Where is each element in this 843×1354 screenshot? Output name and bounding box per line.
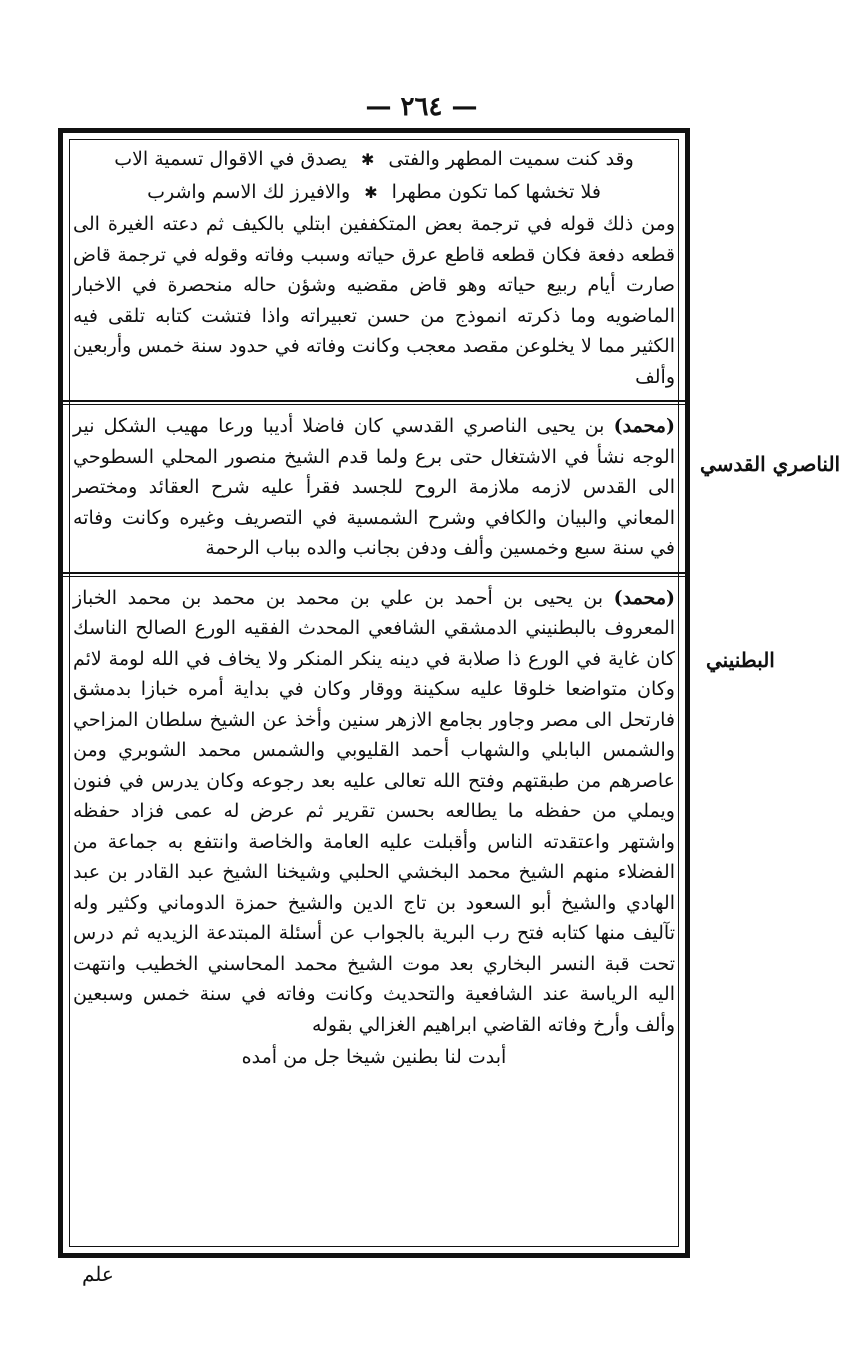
entry-bitnini-name: (محمد) [613, 586, 675, 609]
verse-line-2 [73, 176, 675, 209]
margin-label-bitnini: البطنيني [706, 648, 775, 672]
page-number: — ٢٦٤ — [365, 92, 478, 122]
section-divider [63, 572, 685, 577]
entry-nasiri-name: (محمد) [613, 415, 675, 437]
margin-label-nasiri: الناصري القدسي [700, 452, 841, 476]
verse-1-hemistich-left: يصدق في الاقوال تسمية الاب [114, 148, 347, 170]
verse-line-1 [73, 143, 675, 176]
verse-2-hemistich-left: والافيرز لك الاسم واشرب [147, 181, 351, 203]
closing-verse: أبدت لنا بطنين شيخا جل من أمده [241, 1046, 507, 1068]
section-divider [63, 400, 685, 405]
intro-paragraph: ومن ذلك قوله في ترجمة بعض المتكففين ابتلي بالكيف ثم دعته الغيرة الى قطعه دفعة فكان قطعه قاطع عرق حياته وسبب وفاته وقوله في ترجمة قاض صارت أيام ربيع حياته وهو قاض مقضيه وشؤن حاله منحصرة في الاخبار الماضويه وما ذكرته انموذج من حسن تعبيراته واذا فتشت كتابه تلقى فيه الكثير مما لا يخلوعن مقصد معجب وكانت وفاته في حدود سنة خمس وأربعين وألف [73, 213, 675, 388]
entry-nasiri-text: بن يحيى الناصري القدسي كان فاضلا أديبا ورعا مهيب الشكل نير الوجه نشأ في الاشتغال حتى برع ولما قدم الشيخ منصور المحلي السطوحي الى القدس لازمه ملازمة الروح للجسد فقرأ عليه شرح العقائد ومختصر المعاني والبيان والكافي وشرح الشمسية في التصريف وغيره وكانت وفاته في سنة سبع وخمسين وألف ودفن بجانب والده بباب الرحمة [73, 415, 675, 559]
text-column [73, 143, 675, 1073]
text-frame [58, 128, 690, 1258]
entry-nasiri [73, 411, 675, 564]
verse-separator: ✱ [364, 183, 378, 202]
verse-1-hemistich-right: وقد كنت سميت المطهر والفتى [388, 148, 634, 170]
verse-separator: ✱ [360, 150, 375, 169]
entry-bitnini [73, 583, 675, 1041]
verse-2-hemistich-right: فلا تخشها كما تكون مطهرا [391, 181, 601, 203]
entry-bitnini-text: بن يحيى بن أحمد بن علي بن محمد بن محمد بن محمد الخباز المعروف بالبطنيني الدمشقي الشافعي المحدث الفقيه الورع الصالح الناسك كان غاية في الورع ذا صلابة في دينه ينكر المنكر ولا يخاف في الله لومة لائم وكان متواضعا خلوقا عليه سكينة ووقار وكان في بداية أمره خبازا بدمشق فارتحل الى مصر وجاور بجامع الازهر سنين وأخذ عن الشيخ سلطان المزاحي والشمس البابلي والشهاب أحمد القليوبي والشمس محمد الشوبري ومن عاصرهم من طبقتهم وفتح الله تعالى عليه بعد رجوعه وكان يدرس في فنون ويملي من حفظه ما يطالعه بحسن تقرير ثم عرض له عمى فزاد حفظه واشتهر واعتقدته الناس وأقبلت عليه العامة والخاصة وانتفع به جماعة من الفضلاء منهم الشيخ محمد البخشي الحلبي وشيخنا الشيخ عبد القادر بن عبد الهادي والشيخ أبو السعود بن تاج الدين والشيخ حمزة الدوماني وكثير وله تآليف منها كتابه فتح رب البرية بالجواب عن أسئلة المبتدعة الزيديه ثم درس تحت قبة النسر البخاري بعد موت الشيخ محمد المحاسني الخطيب وانتهت اليه الرياسة عند الشافعية والتحديث وكانت وفاته في سنة خمس وسبعين وألف وأرخ وفاته القاضي ابراهيم الغزالي بقوله [73, 586, 675, 1036]
catchword: علم [82, 1262, 114, 1286]
